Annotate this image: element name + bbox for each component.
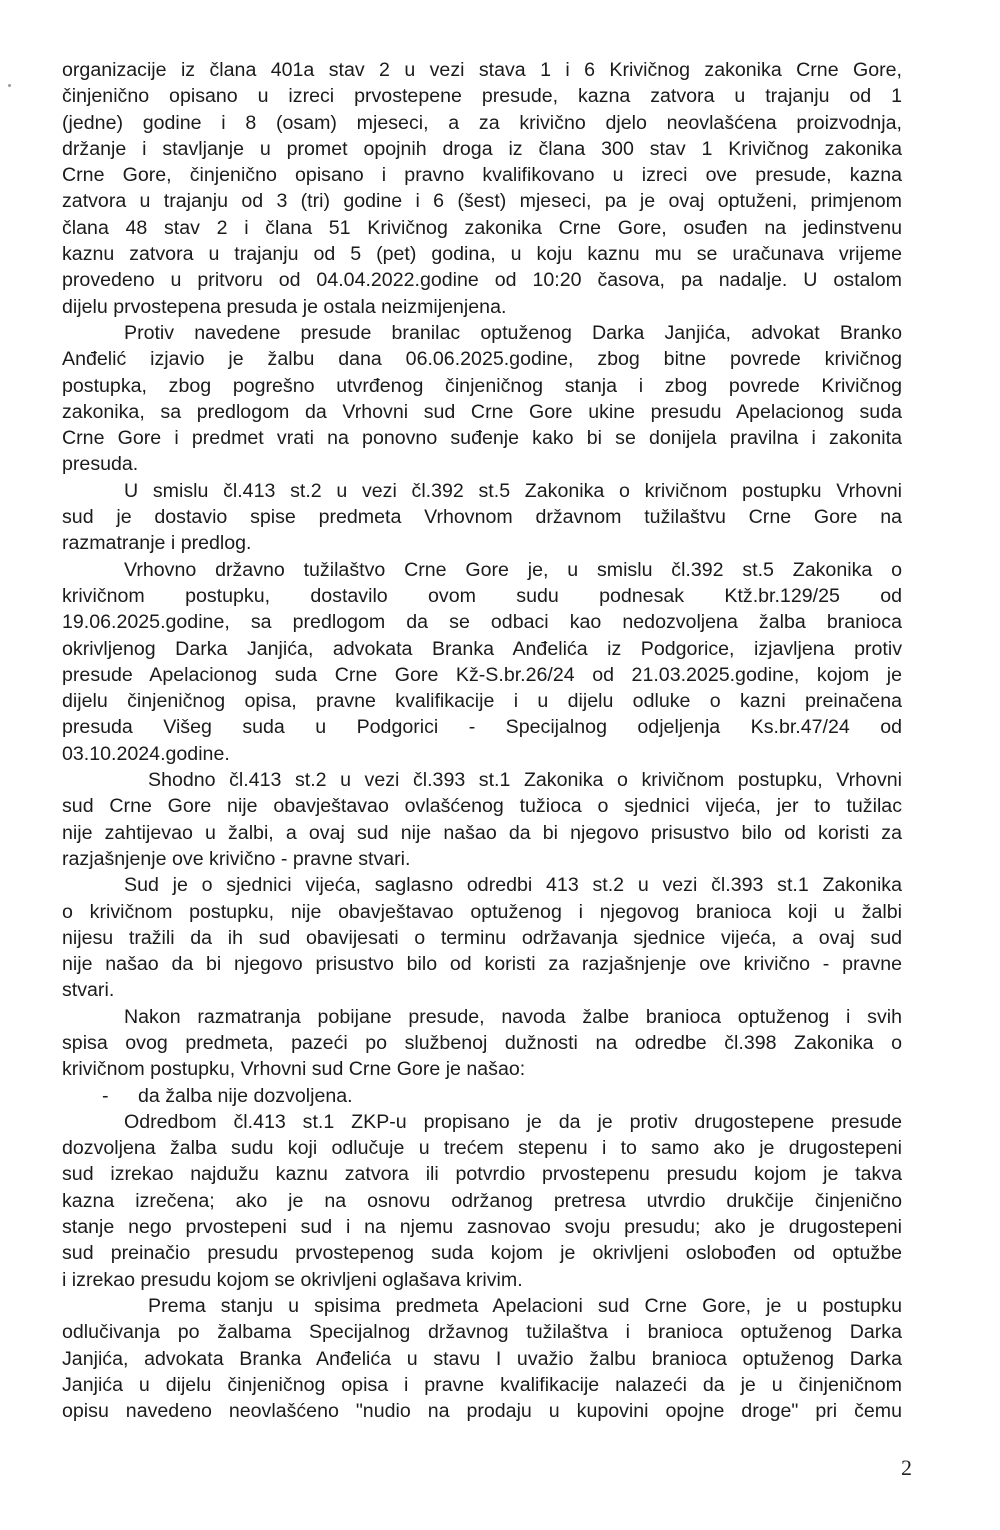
text-line: dozvoljena žalba sudu koji odlučuje u trećem stepenu i to samo ako je drugostepeni	[62, 1137, 902, 1160]
text-line: člana 48 stav 2 i člana 51 Krivičnog zakonika Crne Gore, osuđen na jedinstvenu	[62, 216, 902, 239]
paragraph	[62, 320, 902, 478]
text-line: krivičnom postupku, Vrhovni sud Crne Gore je našao:	[62, 1058, 526, 1081]
text-line: krivičnom postupku, dostavilo ovom sudu podnesak Ktž.br.129/25 od	[62, 584, 902, 607]
text-line: Janjića, advokata Branka Anđelića u stavu I uvažio žalbu branioca optuženog Darka	[62, 1347, 902, 1370]
paragraph	[62, 1004, 902, 1083]
paragraph	[62, 57, 902, 320]
text-line: činjenično opisano u izreci prvostepene presude, kazna zatvora u trajanju od 1	[62, 85, 902, 108]
text-line: zakonika, sa predlogom da Vrhovni sud Crne Gore ukine presudu Apelacionog suda	[62, 400, 902, 423]
text-line: Odredbom čl.413 st.1 ZKP-u propisano je da je protiv drugostepene presude	[124, 1110, 902, 1133]
paragraphs-before-bullet	[62, 57, 902, 1083]
text-line: držanje i stavljanje u promet opojnih droga iz člana 300 stav 1 Krivičnog zakonika	[62, 137, 902, 160]
text-line: Shodno čl.413 st.2 u vezi čl.393 st.1 Zakonika o krivičnom postupku, Vrhovni	[148, 769, 902, 792]
text-line: zatvora u trajanju od 3 (tri) godine i 6 (šest) mjeseci, pa je ovaj optuženi, primjenom	[62, 190, 902, 213]
text-line: kazna izrečena; ako je na osnovu održanog pretresa utvrdio drukčije činjenično	[62, 1189, 902, 1212]
text-line: presuda Višeg suda u Podgorici - Specijalnog odjeljenja Ks.br.47/24 od	[62, 716, 902, 739]
paragraph	[62, 478, 902, 557]
text-line: (jedne) godine i 8 (osam) mjeseci, a za krivično djelo neovlašćena proizvodnja,	[62, 111, 902, 134]
text-line: sud je dostavio spise predmeta Vrhovnom državnom tužilaštvu Crne Gore na	[62, 506, 902, 529]
text-line: o krivičnom postupku, nije obavještavao optuženog i njegovog branioca koji u žalbi	[62, 900, 902, 923]
text-line: presude Apelacionog suda Crne Gore Kž-S.br.26/24 od 21.03.2025.godine, kojom je	[62, 663, 902, 686]
text-line: organizacije iz člana 401a stav 2 u vezi stava 1 i 6 Krivičnog zakonika Crne Gore,	[62, 59, 902, 81]
scan-speck	[8, 84, 11, 87]
text-line: Prema stanju u spisima predmeta Apelacioni sud Crne Gore, je u postupku	[148, 1294, 902, 1317]
text-line: spisa ovog predmeta, pazeći po službenoj dužnosti na odredbe čl.398 Zakonika o	[62, 1031, 902, 1054]
text-line: Crne Gore i predmet vrati na ponovno suđenje kako bi se donijela pravilna i zakonita	[62, 427, 902, 450]
text-line: Nakon razmatranja pobijane presude, navoda žalbe branioca optuženog i svih	[124, 1005, 902, 1028]
paragraphs-after-bullet	[62, 1109, 902, 1425]
text-line: odlučivanja po žalbama Specijalnog državnog tužilaštva i branioca optuženog Darka	[62, 1321, 902, 1344]
text-line: razjašnjenje ove krivično - pravne stvari.	[62, 847, 411, 870]
text-line: kaznu zatvora u trajanju od 5 (pet) godina, u koju kaznu mu se uračunava vrijeme	[62, 243, 902, 266]
text-line: Crne Gore, činjenično opisano i pravno kvalifikovano u izreci ove presude, kazna	[62, 164, 902, 187]
text-line: 03.10.2024.godine.	[62, 742, 230, 765]
paragraph	[62, 872, 902, 1003]
text-line: stvari.	[62, 979, 115, 1002]
text-line: nije našao da bi njegovo prisustvo bilo od koristi za razjašnjenje ove krivično - pravne	[62, 953, 902, 976]
text-line: nije zahtijevao u žalbi, a ovaj sud nije našao da bi njegovo prisustvo bilo od koristi za	[62, 821, 902, 844]
paragraph	[62, 557, 902, 767]
text-line: opisu navedeno neovlašćeno "nudio na prodaju u kupovini opojne droge" pri čemu	[62, 1400, 902, 1423]
text-line: 19.06.2025.godine, sa predlogom da se odbaci kao nedozvoljena žalba branioca	[62, 611, 902, 634]
text-line: Anđelić izjavio je žalbu dana 06.06.2025.godine, zbog bitne povrede krivičnog	[62, 348, 902, 371]
paragraph	[62, 1109, 902, 1293]
text-line: postupka, zbog pogrešno utvrđenog činjeničnog stanja i zbog povrede Krivičnog	[62, 374, 902, 397]
bullet-text: da žalba nije dozvoljena.	[138, 1084, 353, 1107]
text-line: dijelu prvostepena presuda je ostala neizmijenjena.	[62, 295, 507, 318]
text-line: razmatranje i predlog.	[62, 532, 252, 555]
text-line: sud izrekao najdužu kaznu zatvora ili potvrdio prvostepenu presudu kojom je takva	[62, 1163, 902, 1186]
text-line: dijelu činjeničnog opisa, pravne kvalifikacije i u dijelu odluke o kazni preinačena	[62, 690, 902, 713]
text-line: U smislu čl.413 st.2 u vezi čl.392 st.5 Zakonika o krivičnom postupku Vrhovni	[124, 479, 902, 502]
text-line: okrivljenog Darka Janjića, advokata Branka Anđelića iz Podgorice, izjavljena protiv	[62, 637, 902, 660]
finding-bullet	[62, 1083, 902, 1109]
text-line: Protiv navedene presude branilac optuženog Darka Janjića, advokat Branko	[124, 321, 902, 344]
text-line: nijesu tražili da ih sud obavijesati o terminu održavanja sjednice vijeća, a ovaj sud	[62, 926, 902, 949]
paragraph	[62, 1293, 902, 1424]
text-line: provedeno u pritvoru od 04.04.2022.godine od 10:20 časova, pa nadalje. U ostalom	[62, 269, 902, 292]
text-line: stanje nego prvostepeni sud i na njemu zasnovao svoju presudu; ako je drugostepeni	[62, 1216, 902, 1239]
text-line: Janjića u dijelu činjeničnog opisa i pravne kvalifikacije nalazeći da je u činjeničnom	[62, 1373, 902, 1396]
text-line: i izrekao presudu kojom se okrivljeni oglašava krivim.	[62, 1268, 523, 1291]
text-line: sud preinačio presudu prvostepenog suda kojom je okrivljeni oslobođen od optužbe	[62, 1242, 902, 1265]
paragraph	[62, 767, 902, 872]
text-line: Sud je o sjednici vijeća, saglasno odredbi 413 st.2 u vezi čl.393 st.1 Zakonika	[124, 874, 902, 897]
text-line: sud Crne Gore nije obavještavao ovlašćenog tužioca o sjednici vijeća, jer to tužilac	[62, 795, 902, 818]
page-number: 2	[901, 1455, 912, 1480]
bullet-mark: -	[102, 1084, 109, 1107]
text-line: Vrhovno državno tužilaštvo Crne Gore je, u smislu čl.392 st.5 Zakonika o	[124, 558, 902, 581]
text-line: presuda.	[62, 453, 139, 476]
document-page	[62, 57, 902, 1424]
